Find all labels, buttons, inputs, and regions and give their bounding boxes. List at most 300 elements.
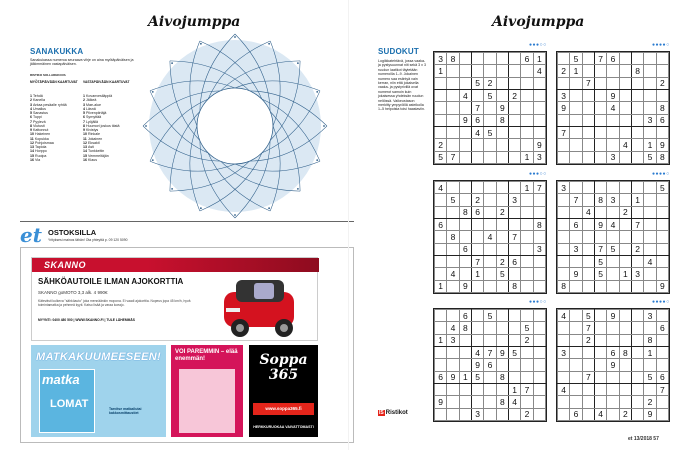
sudoku-cell[interactable] (656, 359, 668, 371)
sudoku-cell[interactable] (521, 65, 533, 77)
sudoku-cell[interactable]: 8 (619, 346, 631, 358)
sudoku-cell[interactable]: 3 (607, 194, 619, 206)
sudoku-cell[interactable] (459, 139, 471, 151)
sudoku-cell[interactable]: 2 (631, 243, 643, 255)
sudoku-cell[interactable]: 1 (533, 53, 545, 65)
sudoku-cell[interactable]: 5 (484, 310, 496, 322)
sudoku-cell[interactable]: 5 (570, 53, 582, 65)
skanno-ad[interactable] (31, 257, 318, 341)
sudoku-cell[interactable] (570, 396, 582, 408)
sudoku-cell[interactable] (533, 396, 545, 408)
sudoku-cell[interactable] (435, 126, 447, 138)
sudoku-cell[interactable] (508, 322, 520, 334)
sudoku-cell[interactable] (644, 280, 656, 292)
sudoku-cell[interactable] (533, 383, 545, 395)
sudoku-cell[interactable] (656, 346, 668, 358)
sudoku-cell[interactable] (582, 383, 594, 395)
sudoku-cell[interactable] (619, 182, 631, 194)
sudoku-cell[interactable]: 7 (471, 102, 483, 114)
sudoku-cell[interactable]: 5 (435, 151, 447, 163)
soppa365-ad[interactable] (249, 345, 318, 437)
sudoku-cell[interactable] (644, 383, 656, 395)
voi-paremmin-ad[interactable] (171, 345, 243, 437)
sudoku-cell[interactable]: 1 (459, 371, 471, 383)
sudoku-cell[interactable] (471, 53, 483, 65)
sudoku-cell[interactable] (656, 89, 668, 101)
sudoku-cell[interactable] (607, 280, 619, 292)
sudoku-cell[interactable] (607, 255, 619, 267)
sudoku-cell[interactable]: 6 (521, 53, 533, 65)
sudoku-cell[interactable] (435, 383, 447, 395)
sudoku-cell[interactable]: 5 (447, 194, 459, 206)
sudoku-cell[interactable]: 3 (558, 182, 570, 194)
sudoku-cell[interactable]: 7 (582, 77, 594, 89)
sudoku-cell[interactable]: 8 (447, 231, 459, 243)
sudoku-cell[interactable]: 4 (508, 396, 520, 408)
sudoku-cell[interactable]: 7 (521, 383, 533, 395)
sudoku-cell[interactable] (484, 139, 496, 151)
sudoku-cell[interactable]: 4 (471, 126, 483, 138)
sudoku-cell[interactable] (582, 89, 594, 101)
sudoku-cell[interactable] (508, 371, 520, 383)
sudoku-cell[interactable] (508, 77, 520, 89)
sudoku-cell[interactable] (619, 334, 631, 346)
sudoku-cell[interactable] (521, 310, 533, 322)
sudoku-cell[interactable] (619, 102, 631, 114)
sudoku-cell[interactable] (594, 114, 606, 126)
sudoku-cell[interactable]: 6 (607, 346, 619, 358)
sudoku-cell[interactable] (521, 243, 533, 255)
sudoku-cell[interactable]: 8 (656, 102, 668, 114)
sudoku-cell[interactable] (533, 359, 545, 371)
sudoku-cell[interactable] (447, 359, 459, 371)
sudoku-cell[interactable]: 4 (594, 408, 606, 420)
sudoku-cell[interactable] (508, 310, 520, 322)
sudoku-cell[interactable] (594, 77, 606, 89)
sudoku-cell[interactable] (471, 383, 483, 395)
sudoku-cell[interactable] (607, 408, 619, 420)
sudoku-cell[interactable] (521, 102, 533, 114)
sudoku-cell[interactable] (435, 310, 447, 322)
sudoku-cell[interactable] (619, 151, 631, 163)
sudoku-cell[interactable] (521, 77, 533, 89)
sudoku-cell[interactable]: 4 (558, 310, 570, 322)
sudoku-cell[interactable] (447, 114, 459, 126)
sudoku-cell[interactable] (521, 371, 533, 383)
sudoku-cell[interactable] (435, 243, 447, 255)
sudoku-cell[interactable] (508, 114, 520, 126)
sudoku-cell[interactable] (435, 322, 447, 334)
sudoku-cell[interactable] (447, 77, 459, 89)
sudoku-cell[interactable] (607, 126, 619, 138)
sudoku-cell[interactable] (533, 334, 545, 346)
sudoku-cell[interactable] (644, 89, 656, 101)
sudoku-cell[interactable] (558, 206, 570, 218)
sudoku-cell[interactable] (459, 151, 471, 163)
sudoku-cell[interactable] (471, 182, 483, 194)
sudoku-cell[interactable]: 9 (644, 408, 656, 420)
sudoku-cell[interactable]: 2 (644, 396, 656, 408)
sudoku-cell[interactable]: 8 (459, 206, 471, 218)
sudoku-cell[interactable] (558, 53, 570, 65)
sudoku-cell[interactable] (521, 231, 533, 243)
sudoku-cell[interactable]: 2 (435, 139, 447, 151)
sudoku-cell[interactable] (594, 396, 606, 408)
sudoku-cell[interactable] (533, 89, 545, 101)
sudoku-cell[interactable] (447, 346, 459, 358)
sudoku-cell[interactable] (447, 255, 459, 267)
sudoku-cell[interactable] (558, 243, 570, 255)
sudoku-cell[interactable]: 2 (656, 77, 668, 89)
sudoku-cell[interactable] (570, 322, 582, 334)
sudoku-cell[interactable] (619, 396, 631, 408)
sudoku-cell[interactable] (558, 359, 570, 371)
sudoku-cell[interactable] (521, 114, 533, 126)
sudoku-cell[interactable] (594, 371, 606, 383)
sudoku-cell[interactable]: 9 (594, 218, 606, 230)
sudoku-cell[interactable] (471, 65, 483, 77)
sudoku-cell[interactable] (570, 151, 582, 163)
sudoku-cell[interactable]: 4 (459, 89, 471, 101)
sudoku-cell[interactable] (558, 114, 570, 126)
sudoku-cell[interactable] (558, 371, 570, 383)
sudoku-cell[interactable] (508, 334, 520, 346)
sudoku-cell[interactable] (594, 182, 606, 194)
sudoku-cell[interactable]: 6 (459, 243, 471, 255)
sudoku-cell[interactable] (447, 126, 459, 138)
sudoku-cell[interactable] (644, 243, 656, 255)
sudoku-cell[interactable]: 9 (558, 102, 570, 114)
sudoku-cell[interactable] (496, 126, 508, 138)
sudoku-cell[interactable] (656, 194, 668, 206)
sudoku-cell[interactable]: 2 (471, 194, 483, 206)
sudoku-cell[interactable]: 3 (533, 243, 545, 255)
sudoku-cell[interactable] (447, 310, 459, 322)
sudoku-cell[interactable] (447, 182, 459, 194)
sudoku-cell[interactable]: 9 (607, 359, 619, 371)
sudoku-cell[interactable]: 1 (435, 65, 447, 77)
sudoku-cell[interactable] (582, 182, 594, 194)
sudoku-cell[interactable] (459, 408, 471, 420)
sudoku-cell[interactable] (594, 231, 606, 243)
sudoku-cell[interactable] (607, 139, 619, 151)
sudoku-cell[interactable]: 3 (447, 334, 459, 346)
sudoku-cell[interactable] (533, 102, 545, 114)
sudoku-cell[interactable]: 8 (533, 218, 545, 230)
sudoku-cell[interactable] (484, 151, 496, 163)
sudoku-cell[interactable] (619, 194, 631, 206)
sudoku-cell[interactable] (619, 322, 631, 334)
sudoku-cell[interactable]: 7 (558, 126, 570, 138)
sudoku-cell[interactable] (582, 65, 594, 77)
sudoku-cell[interactable] (496, 218, 508, 230)
sudoku-cell[interactable] (644, 359, 656, 371)
sudoku-cell[interactable] (496, 334, 508, 346)
sudoku-cell[interactable] (570, 359, 582, 371)
sudoku-cell[interactable]: 2 (496, 255, 508, 267)
sudoku-cell[interactable] (533, 114, 545, 126)
sudoku-cell[interactable] (619, 383, 631, 395)
sudoku-cell[interactable]: 9 (656, 280, 668, 292)
sudoku-cell[interactable]: 1 (619, 268, 631, 280)
sudoku-cell[interactable] (607, 182, 619, 194)
sudoku-cell[interactable] (582, 114, 594, 126)
sudoku-cell[interactable] (484, 371, 496, 383)
sudoku-cell[interactable]: 5 (594, 255, 606, 267)
sudoku-cell[interactable] (459, 126, 471, 138)
sudoku-cell[interactable]: 4 (644, 255, 656, 267)
sudoku-cell[interactable] (656, 396, 668, 408)
sudoku-cell[interactable]: 8 (447, 53, 459, 65)
sudoku-cell[interactable] (533, 280, 545, 292)
sudoku-cell[interactable]: 1 (471, 268, 483, 280)
sudoku-cell[interactable] (644, 65, 656, 77)
sudoku-cell[interactable]: 5 (607, 243, 619, 255)
sudoku-cell[interactable] (496, 408, 508, 420)
sudoku-cell[interactable] (533, 231, 545, 243)
sudoku-cell[interactable]: 9 (533, 139, 545, 151)
sudoku-cell[interactable]: 6 (471, 114, 483, 126)
sudoku-cell[interactable]: 9 (607, 89, 619, 101)
sudoku-cell[interactable] (484, 194, 496, 206)
sudoku-cell[interactable] (631, 383, 643, 395)
sudoku-cell[interactable] (582, 359, 594, 371)
sudoku-cell[interactable] (656, 310, 668, 322)
sudoku-cell[interactable]: 6 (656, 114, 668, 126)
sudoku-cell[interactable] (459, 383, 471, 395)
sudoku-cell[interactable] (484, 268, 496, 280)
sudoku-cell[interactable]: 7 (484, 346, 496, 358)
sudoku-cell[interactable] (447, 396, 459, 408)
sudoku-cell[interactable] (582, 126, 594, 138)
sudoku-cell[interactable] (631, 396, 643, 408)
sudoku-cell[interactable]: 8 (594, 194, 606, 206)
sudoku-cell[interactable]: 2 (582, 334, 594, 346)
sudoku-cell[interactable] (607, 371, 619, 383)
sudoku-cell[interactable]: 3 (508, 194, 520, 206)
sudoku-cell[interactable] (484, 322, 496, 334)
sudoku-cell[interactable]: 5 (508, 346, 520, 358)
sudoku-cell[interactable]: 1 (435, 334, 447, 346)
sudoku-cell[interactable] (594, 139, 606, 151)
sudoku-cell[interactable] (558, 334, 570, 346)
sudoku-cell[interactable] (570, 310, 582, 322)
sudoku-cell[interactable] (570, 77, 582, 89)
sudoku-cell[interactable]: 3 (644, 310, 656, 322)
sudoku-cell[interactable]: 5 (484, 89, 496, 101)
sudoku-cell[interactable] (508, 268, 520, 280)
sudoku-cell[interactable] (631, 408, 643, 420)
sudoku-cell[interactable] (496, 359, 508, 371)
sudoku-cell[interactable] (447, 218, 459, 230)
sudoku-cell[interactable]: 8 (558, 280, 570, 292)
sudoku-cell[interactable] (533, 255, 545, 267)
sudoku-cell[interactable] (435, 206, 447, 218)
sudoku-cell[interactable] (607, 206, 619, 218)
sudoku-cell[interactable] (656, 243, 668, 255)
sudoku-cell[interactable]: 8 (631, 65, 643, 77)
sudoku-cell[interactable]: 3 (558, 346, 570, 358)
sudoku-cell[interactable] (471, 243, 483, 255)
sudoku-cell[interactable] (521, 218, 533, 230)
sudoku-cell[interactable] (447, 102, 459, 114)
sudoku-cell[interactable] (631, 280, 643, 292)
sudoku-cell[interactable] (496, 53, 508, 65)
sudoku-cell[interactable] (484, 218, 496, 230)
sudoku-cell[interactable] (558, 194, 570, 206)
sudoku-cell[interactable] (533, 194, 545, 206)
sudoku-cell[interactable] (484, 334, 496, 346)
sudoku-cell[interactable] (447, 383, 459, 395)
sudoku-cell[interactable] (570, 383, 582, 395)
sudoku-cell[interactable]: 4 (533, 65, 545, 77)
sudoku-cell[interactable] (496, 151, 508, 163)
sudoku-cell[interactable]: 2 (619, 408, 631, 420)
sudoku-cell[interactable] (631, 114, 643, 126)
sudoku-cell[interactable] (656, 255, 668, 267)
sudoku-cell[interactable] (631, 139, 643, 151)
sudoku-cell[interactable] (619, 65, 631, 77)
sudoku-cell[interactable] (570, 346, 582, 358)
sudoku-cell[interactable] (496, 89, 508, 101)
sudoku-cell[interactable]: 8 (459, 322, 471, 334)
sudoku-cell[interactable] (471, 218, 483, 230)
sudoku-cell[interactable]: 9 (496, 102, 508, 114)
sudoku-cell[interactable] (631, 182, 643, 194)
sudoku-cell[interactable] (558, 77, 570, 89)
sudoku-cell[interactable] (619, 114, 631, 126)
sudoku-cell[interactable]: 4 (607, 218, 619, 230)
sudoku-cell[interactable] (435, 231, 447, 243)
sudoku-cell[interactable]: 7 (533, 182, 545, 194)
sudoku-cell[interactable] (558, 231, 570, 243)
sudoku-cell[interactable] (471, 231, 483, 243)
sudoku-cell[interactable]: 5 (644, 371, 656, 383)
sudoku-cell[interactable]: 9 (607, 310, 619, 322)
sudoku-cell[interactable]: 6 (570, 218, 582, 230)
sudoku-cell[interactable]: 3 (558, 89, 570, 101)
sudoku-cell[interactable] (570, 182, 582, 194)
sudoku-cell[interactable] (570, 114, 582, 126)
sudoku-cell[interactable] (435, 114, 447, 126)
sudoku-cell[interactable] (607, 77, 619, 89)
sudoku-cell[interactable]: 6 (484, 359, 496, 371)
sudoku-cell[interactable]: 5 (644, 151, 656, 163)
sudoku-cell[interactable] (570, 255, 582, 267)
sudoku-cell[interactable] (435, 89, 447, 101)
sudoku-cell[interactable] (582, 151, 594, 163)
sudoku-cell[interactable] (594, 359, 606, 371)
sudoku-cell[interactable]: 3 (644, 114, 656, 126)
sudoku-cell[interactable] (607, 383, 619, 395)
sudoku-cell[interactable] (447, 139, 459, 151)
sudoku-cell[interactable]: 9 (471, 359, 483, 371)
sudoku-cell[interactable] (582, 139, 594, 151)
sudoku-cell[interactable]: 2 (484, 77, 496, 89)
sudoku-cell[interactable] (656, 218, 668, 230)
sudoku-cell[interactable] (459, 194, 471, 206)
sudoku-cell[interactable] (619, 89, 631, 101)
sudoku-cell[interactable] (644, 102, 656, 114)
sudoku-cell[interactable] (644, 206, 656, 218)
sudoku-cell[interactable] (607, 322, 619, 334)
sudoku-cell[interactable] (459, 334, 471, 346)
sudoku-cell[interactable] (496, 383, 508, 395)
sudoku-cell[interactable] (656, 126, 668, 138)
sudoku-cell[interactable] (594, 280, 606, 292)
sudoku-cell[interactable]: 5 (496, 268, 508, 280)
sudoku-cell[interactable]: 8 (496, 396, 508, 408)
sudoku-cell[interactable] (631, 231, 643, 243)
sudoku-cell[interactable]: 9 (447, 371, 459, 383)
sudoku-cell[interactable]: 6 (607, 53, 619, 65)
sudoku-cell[interactable] (484, 408, 496, 420)
sudoku-cell[interactable] (533, 346, 545, 358)
sudoku-cell[interactable]: 6 (435, 218, 447, 230)
sudoku-cell[interactable] (435, 359, 447, 371)
sudoku-cell[interactable]: 5 (656, 182, 668, 194)
sudoku-cell[interactable] (459, 396, 471, 408)
sudoku-cell[interactable] (508, 53, 520, 65)
sudoku-cell[interactable] (484, 280, 496, 292)
sudoku-cell[interactable] (631, 126, 643, 138)
sudoku-cell[interactable] (644, 231, 656, 243)
sudoku-cell[interactable] (508, 243, 520, 255)
sudoku-cell[interactable] (619, 371, 631, 383)
sudoku-cell[interactable] (607, 268, 619, 280)
sudoku-cell[interactable] (582, 243, 594, 255)
sudoku-cell[interactable]: 1 (631, 194, 643, 206)
sudoku-cell[interactable]: 5 (471, 77, 483, 89)
sudoku-cell[interactable] (619, 126, 631, 138)
sudoku-cell[interactable] (570, 139, 582, 151)
sudoku-cell[interactable]: 1 (521, 151, 533, 163)
sudoku-cell[interactable] (484, 65, 496, 77)
sudoku-cell[interactable] (484, 396, 496, 408)
sudoku-cell[interactable] (582, 268, 594, 280)
sudoku-cell[interactable] (521, 346, 533, 358)
sudoku-cell[interactable]: 4 (471, 346, 483, 358)
sudoku-cell[interactable] (435, 408, 447, 420)
sudoku-cell[interactable] (607, 65, 619, 77)
sudoku-cell[interactable] (644, 77, 656, 89)
sudoku-cell[interactable]: 1 (644, 139, 656, 151)
sudoku-cell[interactable] (447, 243, 459, 255)
sudoku-cell[interactable]: 3 (607, 151, 619, 163)
sudoku-cell[interactable] (533, 408, 545, 420)
sudoku-cell[interactable]: 7 (582, 322, 594, 334)
sudoku-cell[interactable] (471, 89, 483, 101)
sudoku-cell[interactable] (447, 206, 459, 218)
sudoku-cell[interactable]: 9 (459, 280, 471, 292)
sudoku-cell[interactable] (656, 334, 668, 346)
sudoku-cell[interactable]: 7 (508, 231, 520, 243)
sudoku-cell[interactable] (508, 139, 520, 151)
sudoku-cell[interactable] (558, 139, 570, 151)
sudoku-cell[interactable] (582, 396, 594, 408)
sudoku-cell[interactable]: 9 (435, 396, 447, 408)
sudoku-cell[interactable] (508, 408, 520, 420)
sudoku-cell[interactable] (582, 346, 594, 358)
sudoku-cell[interactable] (508, 218, 520, 230)
sudoku-cell[interactable] (582, 194, 594, 206)
sudoku-cell[interactable]: 9 (496, 346, 508, 358)
sudoku-cell[interactable]: 5 (521, 322, 533, 334)
sudoku-cell[interactable] (459, 268, 471, 280)
sudoku-cell[interactable] (459, 102, 471, 114)
sudoku-cell[interactable] (594, 310, 606, 322)
sudoku-cell[interactable] (607, 114, 619, 126)
